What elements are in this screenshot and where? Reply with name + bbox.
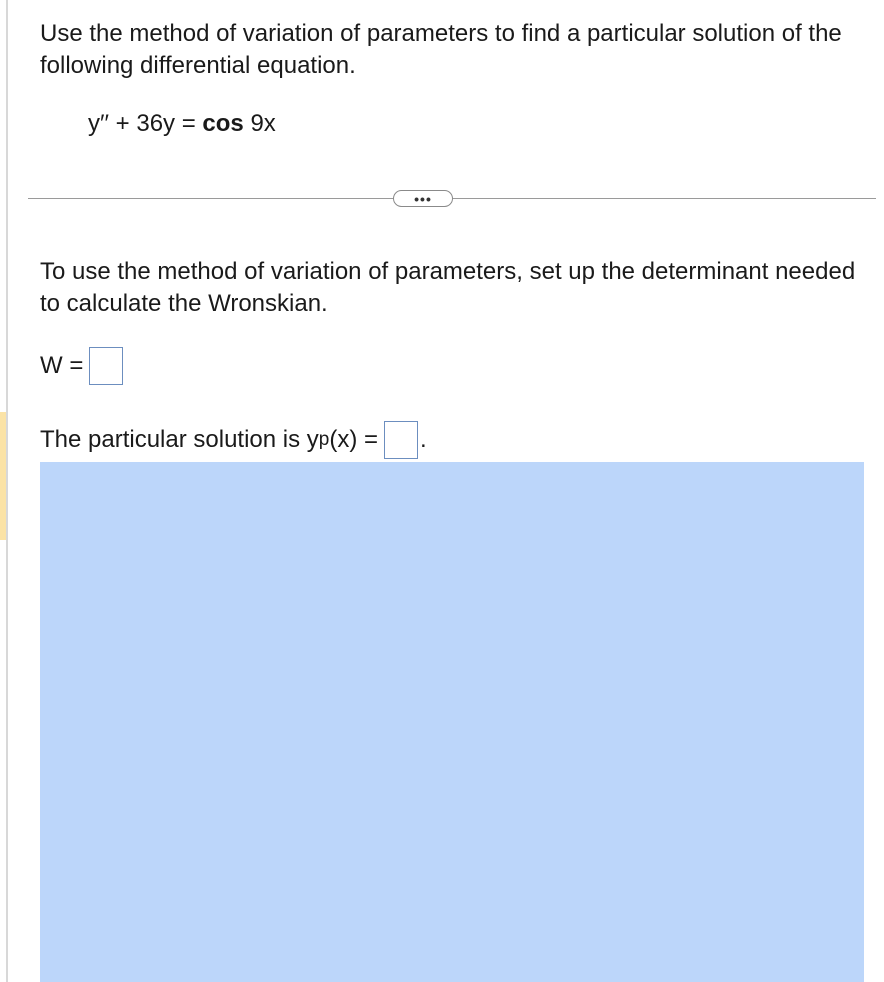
- wronskian-answer-box[interactable]: [89, 347, 123, 385]
- left-border: [6, 0, 8, 982]
- equation-rhs-arg: 9x: [250, 110, 276, 137]
- wronskian-row: [40, 346, 123, 386]
- particular-solution-row: The particular solution is y p (x) = .: [40, 420, 427, 460]
- solution-period: .: [420, 426, 427, 453]
- answer-input-panel[interactable]: [40, 462, 864, 982]
- solution-suffix: (x) =: [329, 426, 379, 453]
- differential-equation: [88, 108, 276, 140]
- equation-rhs-func: cos: [202, 110, 244, 137]
- question-prompt: Use the method of variation of parameters to find a particular solution of the following differential equation.: [40, 20, 842, 79]
- particular-solution-answer-box[interactable]: [384, 421, 418, 459]
- step-instruction: To use the method of variation of parameters, set up the determinant needed to calculate the Wronskian.: [40, 258, 856, 317]
- show-more-button[interactable]: •••: [393, 190, 453, 207]
- solution-prefix: The particular solution is y: [40, 426, 319, 453]
- equation-lhs: y′′ + 36y: [88, 110, 176, 137]
- equation-equals: =: [181, 110, 196, 137]
- active-step-marker: [0, 412, 6, 540]
- wronskian-label: W =: [40, 352, 84, 379]
